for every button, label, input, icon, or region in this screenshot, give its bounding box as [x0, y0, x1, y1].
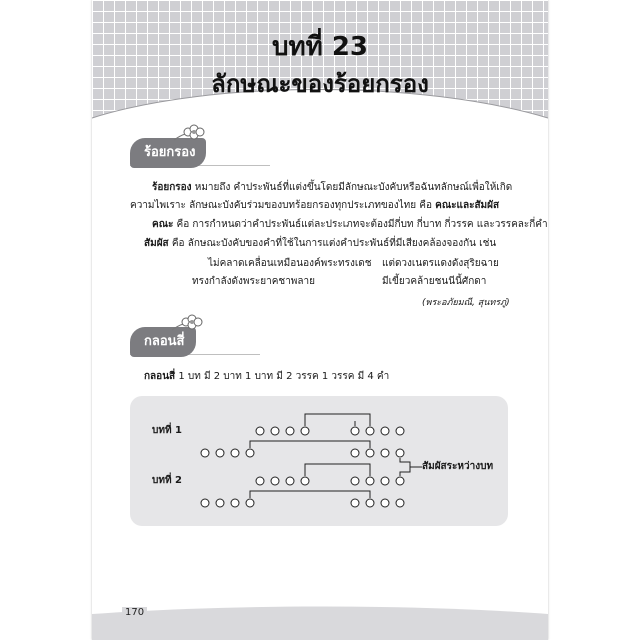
- rhyme-diagram: [130, 396, 508, 526]
- definition-text: หมายถึง คำประพันธ์ที่แต่งขึ้นโดยมีลักษณะบังคับหรือฉันทลักษณ์เพื่อให้เกิด: [191, 182, 513, 193]
- definition-text: คือ ลักษณะบังคับของคำที่ใช้ในการแต่งคำประพันธ์ที่มีเสียงคล้องจองกัน เช่น: [168, 238, 497, 249]
- definition-text: คือ การกำหนดว่าคำประพันธ์แต่ละประเภทจะต้องมีกี่บท กี่บาท กี่วรรค และวรรคละกี่คำ: [173, 219, 548, 230]
- para-roikrong-line1: [152, 181, 512, 195]
- flower-icon: [170, 312, 210, 336]
- page-number: 170: [122, 607, 147, 618]
- para-roikrong-line2: [130, 199, 499, 213]
- para-khana: [152, 218, 548, 232]
- diagram-label-rhyme: สัมผัสระหว่างบท: [422, 461, 494, 472]
- diagram-label-bot2: บทที่ 2: [152, 475, 182, 486]
- chapter-number: บทที่ 23: [271, 32, 368, 62]
- footer-band: [92, 600, 548, 640]
- term-klonsi: กลอนสี่: [144, 371, 176, 382]
- book-page: [92, 0, 548, 640]
- term-samphat: สัมผัส: [144, 238, 169, 249]
- description-text: 1 บท มี 2 บาท 1 บาท มี 2 วรรค 1 วรรค มี 4 คำ: [175, 371, 390, 382]
- term-roikrong: ร้อยกรอง: [152, 182, 192, 193]
- poem-source: (พระอภัยมณี, สุนทรภู่): [422, 298, 510, 308]
- section-tab-roikrong: ร้อยกรอง: [130, 138, 206, 168]
- diagram-label-bot1: บทที่ 1: [152, 425, 182, 436]
- section-tab-klonsi: กลอนสี่: [130, 327, 196, 357]
- chapter-title: ลักษณะของร้อยกรอง: [211, 70, 429, 98]
- poem-line2-a: ทรงกำลังดังพระยาคชาพลาย: [192, 276, 315, 287]
- poem-line1-a: ไม่คลาดเคลื่อนเหมือนองค์พระทรงเดช: [208, 258, 372, 269]
- poem-line1-b: แต่ดวงเนตรแดงดังสุริยฉาย: [382, 258, 499, 269]
- definition-text: ความไพเราะ ลักษณะบังคับร่วมของบทร้อยกรองทุกประเภทของไทย คือ: [130, 200, 436, 211]
- flower-icon: [172, 122, 212, 146]
- klonsi-description: [144, 370, 389, 384]
- term-khana: คณะ: [152, 219, 174, 230]
- poem-line2-b: มีเขี้ยวคล้ายชนนีนี้ศักดา: [382, 276, 487, 287]
- term-khana-samphat: คณะและสัมผัส: [435, 200, 500, 211]
- para-samphat: [144, 237, 496, 251]
